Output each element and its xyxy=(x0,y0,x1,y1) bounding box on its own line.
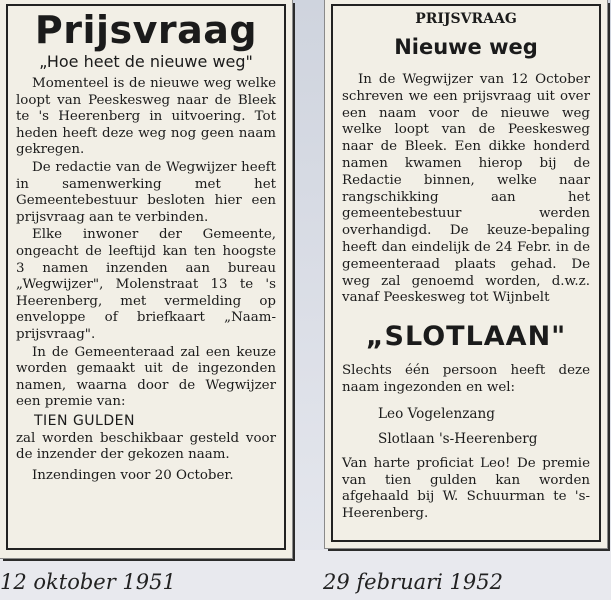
prize-amount: TIEN GULDEN xyxy=(34,412,135,429)
clipping-1951-subtitle: „Hoe heet de nieuwe weg" xyxy=(39,52,253,71)
winner-address: Slotlaan 's-Heerenberg xyxy=(378,430,538,447)
clipping-1951-paragraph: In de Gemeenteraad zal een keuze worden gemaakt uit de ingezonden namen, waarna door de Wegwijzer een premie van: xyxy=(16,344,276,410)
clipping-1952-title: Nieuwe weg xyxy=(394,35,538,59)
clipping-1951-paragraph: zal worden beschikbaar gesteld voor de inzender der gekozen naam. xyxy=(16,430,276,463)
spacer xyxy=(342,397,590,405)
clipping-1952-frame xyxy=(331,4,601,542)
closing-note: Van harte proficiat Leo! De premie van tien gulden kan worden afgehaald bij W. Schuurman te 's-Heerenberg. xyxy=(342,455,590,522)
clipping-1952-paragraph: In de Wegwijzer van 12 October schreven we een prijsvraag uit over een naam voor de nieuwe weg welke loopt van de Peeskesweg naar de Bleek. Een dikke honderd namen kwamen hierop bij de Redactie binnen, welke naar rangschikking aan het gemeentebestuur werden overhandigd. De keuze-bepaling heeft dan eindelijk de 24 Febr. in de gemeenteraad plaats gehad. De weg zal genoemd worden, d.w.z. vanaf Peeskesweg tot Wijnbelt xyxy=(342,72,590,306)
date-caption-left: 12 oktober 1951 xyxy=(0,570,176,594)
clipping-1952 xyxy=(325,0,607,548)
clipping-1951-paragraph: Elke inwoner der Gemeente, ongeacht de leeftijd kan ten hoogste 3 namen inzenden aan bureau „Wegwijzer", Molenstraat 13 te 's Heerenberg, met vermelding op enveloppe of briefkaart „Naam-prijsvraag". xyxy=(16,227,276,342)
clipping-1952-kicker: PRIJSVRAAG xyxy=(415,11,517,27)
clipping-1951 xyxy=(0,0,292,558)
spacer xyxy=(342,448,590,456)
clipping-1951-frame xyxy=(6,4,286,550)
clipping-1951-paragraph: Momenteel is de nieuwe weg welke loopt van Peeskesweg naar de Bleek te 's Heerenberg in uitvoering. Tot heden heeft deze weg nog geen naam gekregen. xyxy=(16,76,276,158)
clipping-1951-paragraph: De redactie van de Wegwijzer heeft in samenwerking met het Gemeentebestuur besloten hier een prijsvraag aan te verbinden. xyxy=(16,159,276,225)
winner-intro: Slechts één persoon heeft deze naam ingezonden en wel: xyxy=(342,363,590,395)
street-name-announcement: „SLOTLAAN" xyxy=(365,321,567,353)
deadline: Inzendingen voor 20 October. xyxy=(32,468,234,484)
clipping-1952-body xyxy=(342,72,590,523)
clipping-1951-title: Prijsvraag xyxy=(34,8,258,52)
clipping-1951-body xyxy=(16,76,276,485)
winner-name: Leo Vogelenzang xyxy=(378,405,495,422)
date-caption-right: 29 februari 1952 xyxy=(323,570,503,594)
